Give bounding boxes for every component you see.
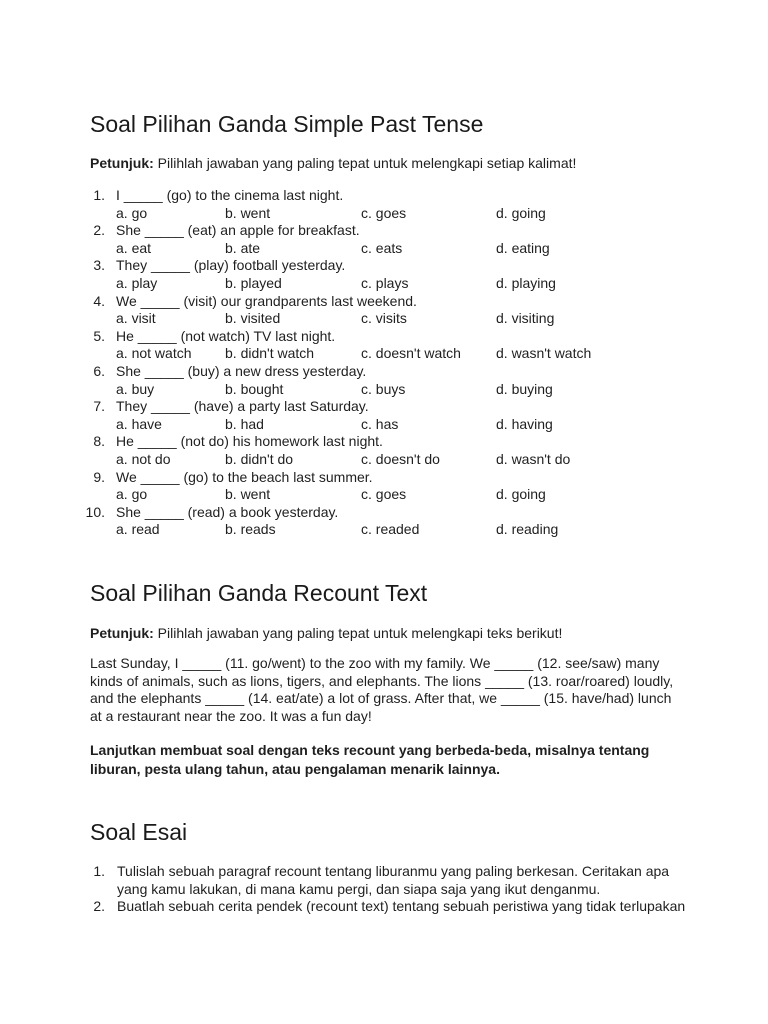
question-number: 9. <box>93 468 105 485</box>
question-text: I _____ (go) to the cinema last night. <box>116 187 344 203</box>
essay-list <box>90 863 690 916</box>
option-d: d. visiting <box>496 310 555 327</box>
option-a: a. eat <box>116 239 152 256</box>
question-text: She _____ (buy) a new dress yesterday. <box>116 362 367 379</box>
option-a: a. not watch <box>116 345 192 362</box>
question-text: He _____ (not watch) TV last night. <box>116 327 336 344</box>
instruction-label: Petunjuk: <box>90 155 154 171</box>
option-d: d. going <box>496 204 546 221</box>
option-b: b. played <box>225 274 282 291</box>
question-text: They _____ (play) football yesterday. <box>116 257 346 274</box>
option-b: b. bought <box>225 380 284 397</box>
option-d: d. having <box>496 415 553 432</box>
instruction-text: Pilihlah jawaban yang paling tepat untuk melengkapi setiap kalimat! <box>153 155 577 171</box>
question-number: 2. <box>93 222 105 239</box>
option-c: c. visits <box>361 310 407 327</box>
question-number: 6. <box>93 362 105 379</box>
option-a: a. have <box>116 415 162 432</box>
question-text: We _____ (visit) our grandparents last weekend. <box>116 292 417 309</box>
continuation-note: Lanjutkan membuat soal dengan teks recount yang berbeda-beda, misalnya tentang liburan, pesta ulang tahun, atau pengalaman menarik lainnya. <box>90 742 650 777</box>
option-b: b. went <box>225 486 271 503</box>
option-d: d. playing <box>496 274 556 291</box>
question-text: We _____ (go) to the beach last summer. <box>116 468 373 485</box>
section-title-essay: Soal Esai <box>90 819 188 845</box>
question-number: 1. <box>93 187 105 203</box>
question-text: He _____ (not do) his homework last night. <box>116 433 383 450</box>
recount-passage: Last Sunday, I _____ (11. go/went) to the zoo with my family. We _____ (12. see/saw) many kinds of animals, such as lions, tigers, and elephants. The lions _____ (13. roar/roared) loudly, and the elephants _____ (14. eat/ate) a lot of grass. After that, we _____ (15. have/had) lunch at a restaurant near the zoo. It was a fun day! <box>90 655 674 724</box>
option-a: a. go <box>116 486 148 503</box>
essay-item <box>90 863 690 898</box>
question-text: She _____ (eat) an apple for breakfast. <box>116 222 360 239</box>
instruction-recount-text <box>90 625 562 642</box>
option-d: d. buying <box>496 380 553 397</box>
option-b: b. ate <box>225 239 261 256</box>
option-c: c. has <box>361 415 399 432</box>
essay-number: 2. <box>93 898 105 915</box>
option-d: d. going <box>496 486 546 503</box>
option-c: c. eats <box>361 239 403 256</box>
option-a: a. not do <box>116 450 171 467</box>
option-c: c. buys <box>361 380 406 397</box>
option-d: d. wasn't watch <box>496 345 592 362</box>
question-number: 3. <box>93 257 105 274</box>
option-b: b. had <box>225 415 264 432</box>
option-c: c. plays <box>361 274 409 291</box>
option-a: a. play <box>116 274 158 291</box>
option-b: b. reads <box>225 521 276 538</box>
question-text: She _____ (read) a book yesterday. <box>116 503 339 520</box>
option-a: a. read <box>116 521 160 538</box>
question-number: 10. <box>85 503 105 520</box>
question-number: 5. <box>93 327 105 344</box>
section-title-simple-past: Soal Pilihan Ganda Simple Past Tense <box>90 111 484 137</box>
question-number: 4. <box>93 292 105 309</box>
option-b: b. went <box>225 204 271 221</box>
option-d: d. wasn't do <box>496 450 571 467</box>
essay-item <box>90 898 690 916</box>
option-d: d. reading <box>496 521 559 538</box>
option-c: c. goes <box>361 486 407 503</box>
section-title-recount-text: Soal Pilihan Ganda Recount Text <box>90 580 428 606</box>
option-a: a. visit <box>116 310 156 327</box>
option-b: b. didn't watch <box>225 345 315 362</box>
option-b: b. visited <box>225 310 281 327</box>
instruction-simple-past <box>90 155 576 172</box>
essay-text: Tulislah sebuah paragraf recount tentang liburanmu yang paling berkesan. Ceritakan apa yang kamu lakukan, di mana kamu pergi, dan siapa saja yang ikut denganmu. <box>117 863 670 897</box>
option-c: c. doesn't do <box>361 450 440 467</box>
instruction-label: Petunjuk: <box>90 625 154 641</box>
option-c: c. goes <box>361 204 407 221</box>
option-b: b. didn't do <box>225 450 294 467</box>
option-a: a. buy <box>116 380 155 397</box>
option-c: c. doesn't watch <box>361 345 461 362</box>
essay-number: 1. <box>93 863 105 879</box>
essay-text: Buatlah sebuah cerita pendek (recount text) tentang sebuah peristiwa yang tidak terlupakan <box>117 898 686 915</box>
question-number: 8. <box>93 433 105 450</box>
option-c: c. readed <box>361 521 420 538</box>
instruction-text: Pilihlah jawaban yang paling tepat untuk melengkapi teks berikut! <box>153 625 563 641</box>
option-d: d. eating <box>496 239 550 256</box>
question-text: They _____ (have) a party last Saturday. <box>116 398 369 415</box>
option-a: a. go <box>116 204 148 221</box>
question-number: 7. <box>93 398 105 415</box>
